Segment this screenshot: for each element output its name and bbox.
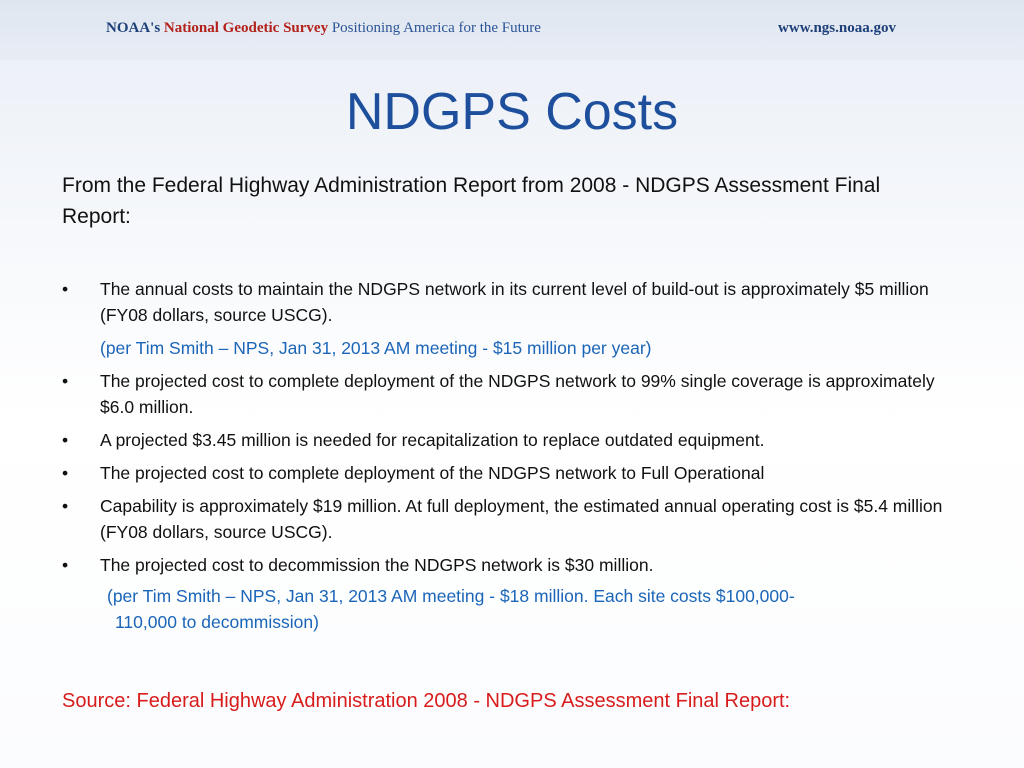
- bullet-text: The projected cost to complete deployment of the NDGPS network to 99% single coverage is approximately $6.0 million.: [100, 371, 935, 417]
- org-name: National Geodetic Survey: [163, 20, 329, 36]
- bullet-text: A projected $3.45 million is needed for recapitalization to replace outdated equipment.: [100, 430, 765, 450]
- slide-intro: From the Federal Highway Administration Report from 2008 - NDGPS Assessment Final Report:: [62, 174, 881, 228]
- bullet-item: [62, 493, 962, 545]
- source-citation: Source: Federal Highway Administration 2008 - NDGPS Assessment Final Report:: [62, 690, 791, 712]
- bullet-marker: •: [62, 496, 69, 516]
- note-text: (per Tim Smith – NPS, Jan 31, 2013 AM meeting - $15 million per year): [100, 338, 652, 358]
- bullet-marker: •: [62, 371, 69, 391]
- bullet-list: [62, 276, 962, 642]
- note-block: [62, 583, 962, 635]
- note-text: (per Tim Smith – NPS, Jan 31, 2013 AM meeting - $18 million. Each site costs $100,000-: [107, 586, 795, 606]
- bullet-item: [62, 460, 962, 486]
- bullet-text: The annual costs to maintain the NDGPS network in its current level of build-out is approximately $5 million (FY08 dollars, source USCG).: [100, 279, 929, 325]
- slide-title: NDGPS Costs: [345, 83, 679, 141]
- bullet-item: [62, 368, 962, 420]
- bullet-text: The projected cost to complete deployment of the NDGPS network to Full Operational: [100, 463, 765, 483]
- bullet-text: Capability is approximately $19 million. At full deployment, the estimated annual operating cost is $5.4 million (FY08 dollars, source USCG).: [100, 496, 943, 542]
- bullet-item: [62, 427, 962, 453]
- bullet-text: The projected cost to decommission the NDGPS network is $30 million.: [100, 555, 654, 575]
- bullet-marker: •: [62, 430, 69, 450]
- bullet-marker: •: [62, 463, 69, 483]
- org-tagline: Positioning America for the Future: [331, 20, 541, 36]
- bullet-marker: •: [62, 279, 69, 299]
- header-url[interactable]: www.ngs.noaa.gov: [778, 20, 896, 36]
- header-branding: [106, 20, 541, 37]
- note-text: 110,000 to decommission): [115, 612, 319, 632]
- org-prefix: NOAA's: [106, 20, 161, 36]
- bullet-item: [62, 276, 962, 328]
- bullet-marker: •: [62, 555, 69, 575]
- bullet-item: [62, 552, 962, 578]
